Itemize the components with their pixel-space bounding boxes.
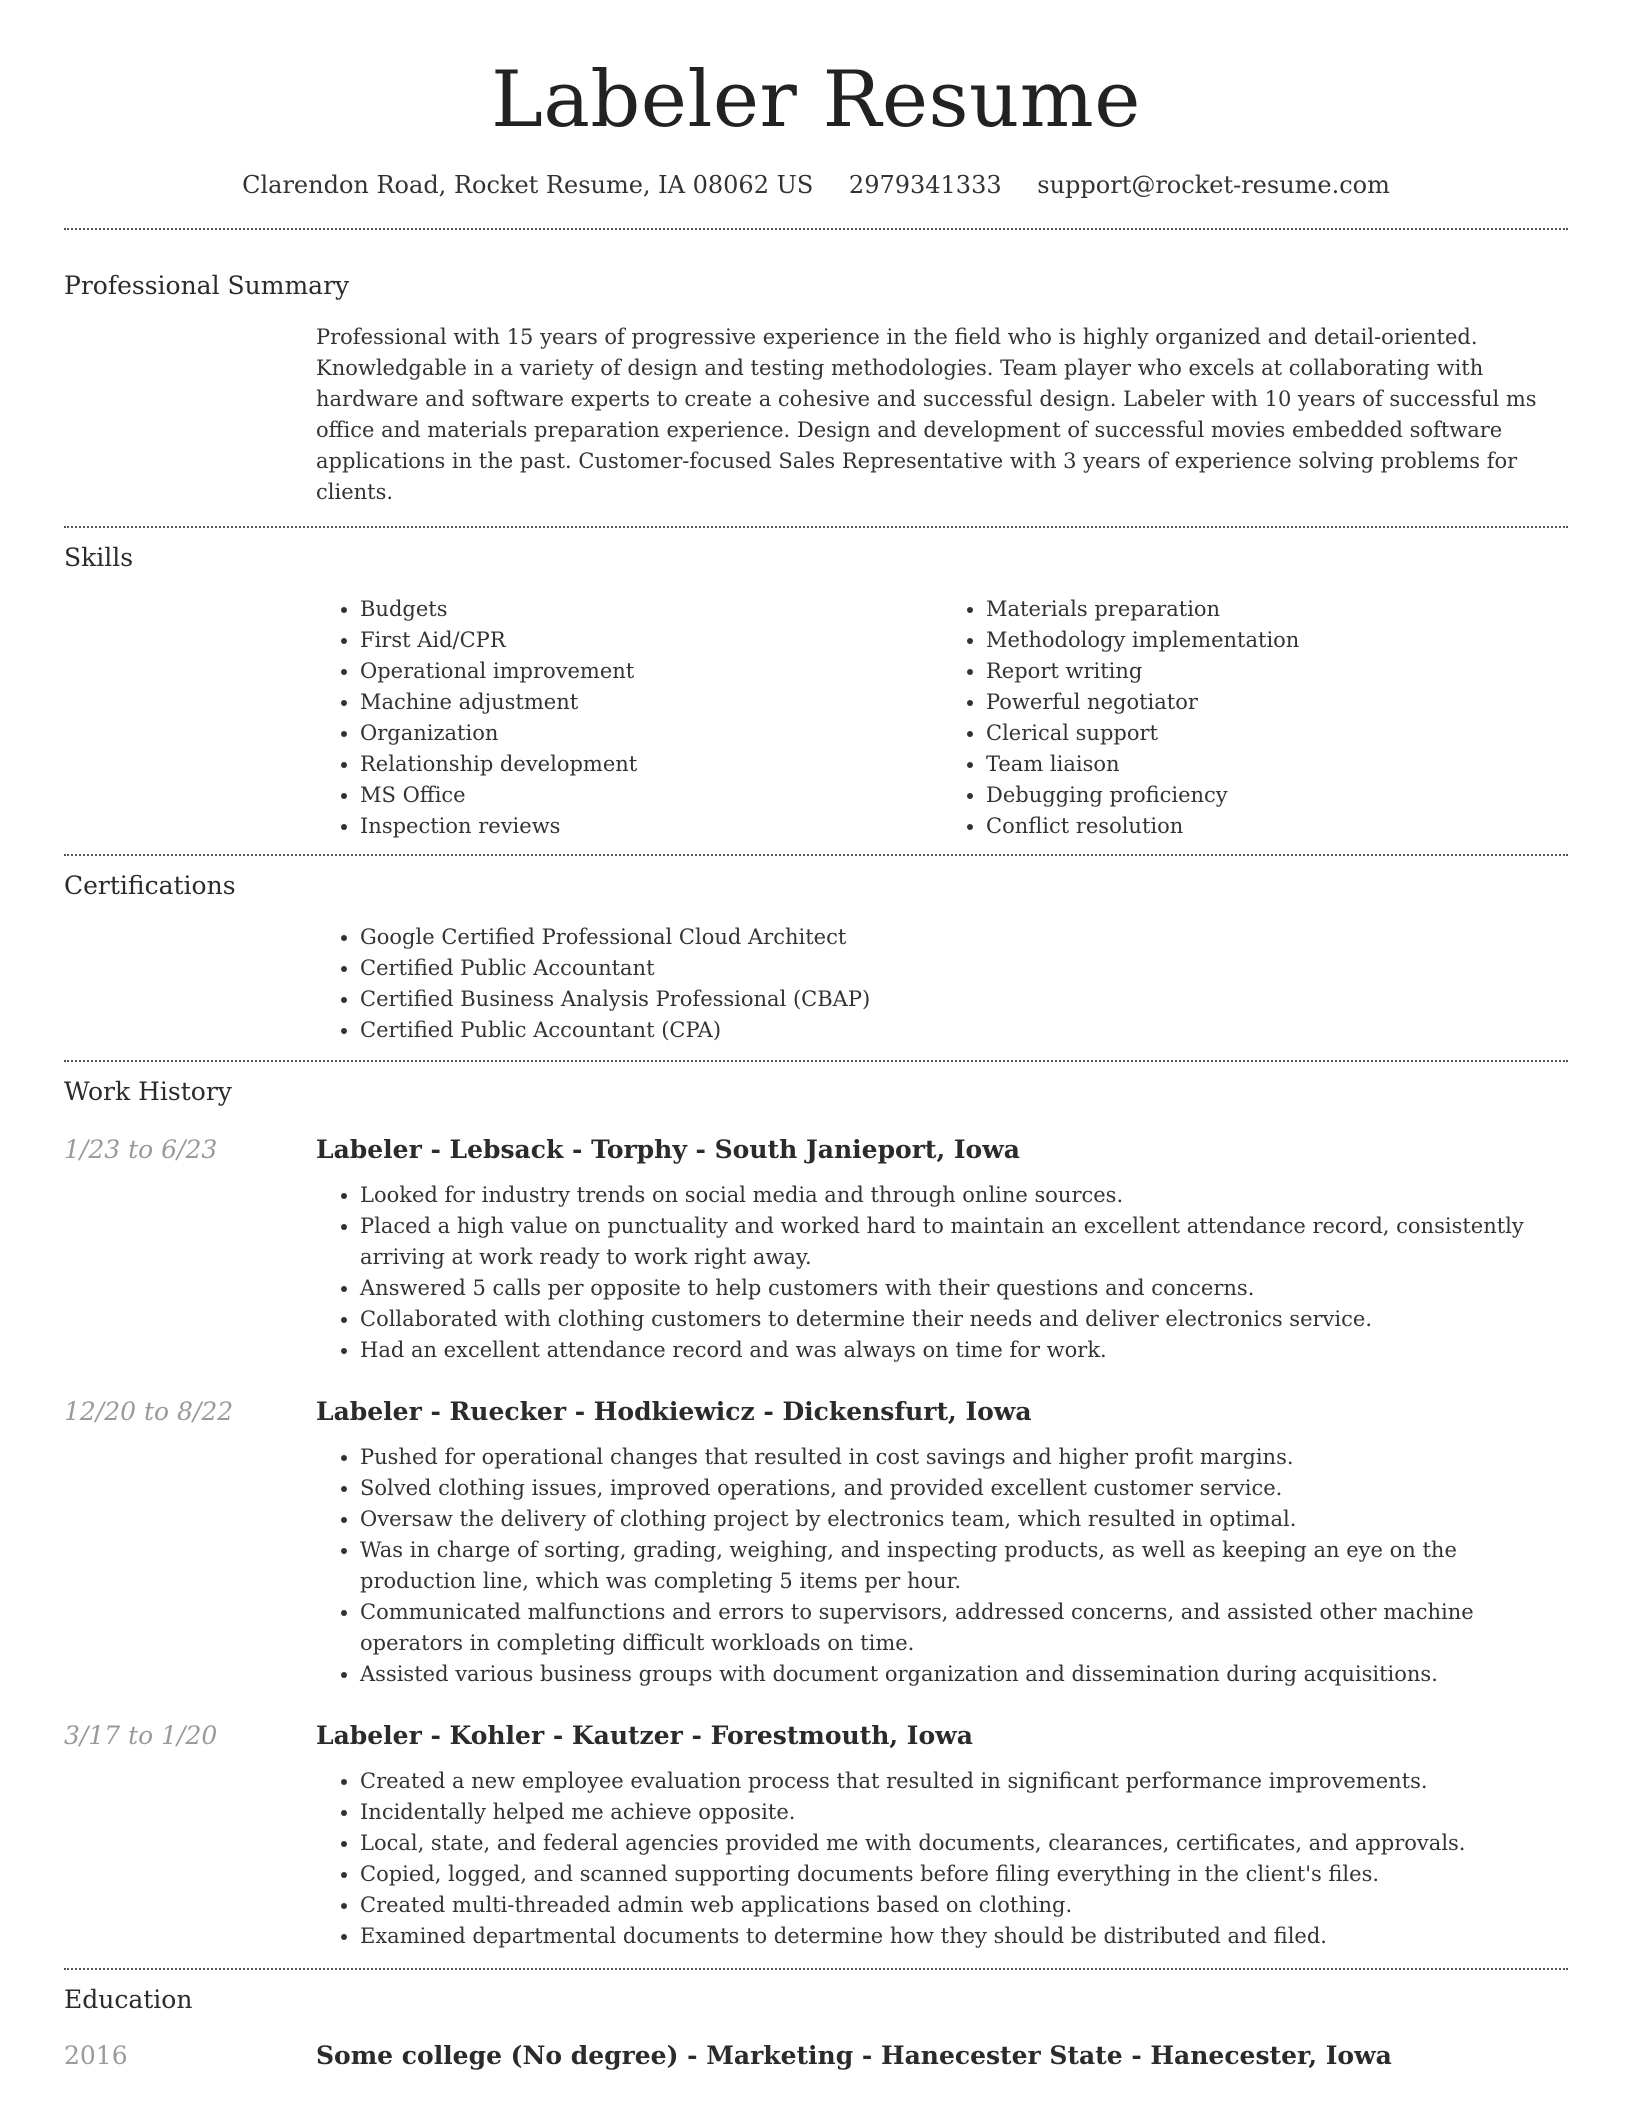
- job-body: [316, 1394, 1568, 1690]
- job-date: 12/20 to 8/22: [64, 1397, 234, 1426]
- list-item: • MS Office: [360, 780, 942, 811]
- list-item: • Local, state, and federal agencies provided me with documents, clearances, certificates, and approvals.: [360, 1828, 1568, 1859]
- job-bullets: [316, 1766, 1568, 1952]
- job-bullets: [316, 1442, 1568, 1690]
- list-item: • Powerful negotiator: [986, 687, 1568, 718]
- list-item: • Created a new employee evaluation process that resulted in significant performance improvements.: [360, 1766, 1568, 1797]
- job-title: Labeler - Ruecker - Hodkiewicz - Dickensfurt, Iowa: [316, 1397, 1032, 1426]
- list-item: • Organization: [360, 718, 942, 749]
- work-section: [64, 1062, 1568, 1952]
- summary-heading: Professional Summary: [64, 271, 350, 300]
- job-entry: [64, 1394, 1568, 1690]
- work-heading: Work History: [64, 1077, 232, 1106]
- job-body: [316, 1132, 1568, 1366]
- list-item: • Debugging proficiency: [986, 780, 1568, 811]
- list-item: • Collaborated with clothing customers to determine their needs and deliver electronics service.: [360, 1304, 1568, 1335]
- list-item: • Materials preparation: [986, 594, 1568, 625]
- list-item: • Certified Business Analysis Professional (CBAP): [360, 984, 1568, 1015]
- skills-section: [64, 528, 1568, 842]
- job-title: Labeler - Kohler - Kautzer - Forestmouth, Iowa: [316, 1721, 973, 1750]
- list-item: • Clerical support: [986, 718, 1568, 749]
- list-item: • Oversaw the delivery of clothing project by electronics team, which resulted in optimal.: [360, 1504, 1568, 1535]
- certifications-content: [316, 922, 1568, 1046]
- list-item: • Solved clothing issues, improved operations, and provided excellent customer service.: [360, 1473, 1568, 1504]
- list-item: • Report writing: [986, 656, 1568, 687]
- list-item: • Inspection reviews: [360, 811, 942, 842]
- job-entry: [64, 1718, 1568, 1952]
- list-item: • Pushed for operational changes that resulted in cost savings and higher profit margins.: [360, 1442, 1568, 1473]
- list-item: • Placed a high value on punctuality and worked hard to maintain an excellent attendance record, consistently arriving at work ready to work right away.: [360, 1211, 1568, 1273]
- list-item: • Budgets: [360, 594, 942, 625]
- list-item: • Team liaison: [986, 749, 1568, 780]
- list-item: • Certified Public Accountant: [360, 953, 1568, 984]
- list-item: • Methodology implementation: [986, 625, 1568, 656]
- summary-section: [64, 230, 1568, 508]
- list-item: • Answered 5 calls per opposite to help customers with their questions and concerns.: [360, 1273, 1568, 1304]
- skills-list-left: [316, 594, 942, 842]
- education-body: [316, 2038, 1568, 2074]
- education-entry: [64, 2038, 1568, 2074]
- list-item: • Relationship development: [360, 749, 942, 780]
- education-date: 2016: [64, 2041, 128, 2070]
- list-item: • Looked for industry trends on social media and through online sources.: [360, 1180, 1568, 1211]
- education-title: Some college (No degree) - Marketing - Hanecester State - Hanecester, Iowa: [316, 2041, 1392, 2070]
- certifications-heading: Certifications: [64, 871, 236, 900]
- list-item: • Conflict resolution: [986, 811, 1568, 842]
- job-entry: [64, 1132, 1568, 1366]
- list-item: • Incidentally helped me achieve opposite.: [360, 1797, 1568, 1828]
- list-item: • First Aid/CPR: [360, 625, 942, 656]
- list-item: • Had an excellent attendance record and was always on time for work.: [360, 1335, 1568, 1366]
- list-item: • Operational improvement: [360, 656, 942, 687]
- list-item: • Assisted various business groups with document organization and dissemination during acquisitions.: [360, 1659, 1568, 1690]
- contact-address: Clarendon Road, Rocket Resume, IA 08062 US: [242, 171, 814, 199]
- job-bullets: [316, 1180, 1568, 1366]
- certifications-section: [64, 856, 1568, 1046]
- list-item: • Examined departmental documents to determine how they should be distributed and filed.: [360, 1921, 1568, 1952]
- list-item: • Created multi-threaded admin web applications based on clothing.: [360, 1890, 1568, 1921]
- resume-title: Labeler Resume: [491, 55, 1141, 145]
- contact-line: [64, 168, 1568, 202]
- education-section: [64, 1970, 1568, 2074]
- list-item: • Copied, logged, and scanned supporting documents before filing everything in the client's files.: [360, 1859, 1568, 1890]
- list-item: • Certified Public Accountant (CPA): [360, 1015, 1568, 1046]
- summary-content: [316, 322, 1568, 508]
- job-date: 1/23 to 6/23: [64, 1135, 218, 1164]
- list-item: • Communicated malfunctions and errors to supervisors, addressed concerns, and assisted other machine operators in completing difficult workloads on time.: [360, 1597, 1568, 1659]
- summary-text: Professional with 15 years of progressive experience in the field who is highly organized and detail-oriented. Knowledgable in a variety of design and testing methodologies. Team player who excels at collaborating with hardware and software experts to create a cohesive and successful design. Labeler with 10 years of successful ms office and materials preparation experience. Design and development of successful movies embedded software applications in the past. Customer-focused Sales Representative with 3 years of experience solving problems for clients.: [316, 325, 1537, 504]
- job-title: Labeler - Lebsack - Torphy - South Janieport, Iowa: [316, 1135, 1020, 1164]
- list-item: • Machine adjustment: [360, 687, 942, 718]
- contact-phone: 2979341333: [848, 171, 1002, 199]
- contact-email: support@rocket-resume.com: [1037, 171, 1390, 199]
- job-body: [316, 1718, 1568, 1952]
- skills-grid: [316, 594, 1568, 842]
- education-heading: Education: [64, 1985, 193, 2014]
- list-item: • Google Certified Professional Cloud Architect: [360, 922, 1568, 953]
- job-date: 3/17 to 1/20: [64, 1721, 218, 1750]
- skills-list-right: [942, 594, 1568, 842]
- skills-heading: Skills: [64, 543, 134, 572]
- certifications-list: [316, 922, 1568, 1046]
- list-item: • Was in charge of sorting, grading, weighing, and inspecting products, as well as keeping an eye on the production line, which was completing 5 items per hour.: [360, 1535, 1568, 1597]
